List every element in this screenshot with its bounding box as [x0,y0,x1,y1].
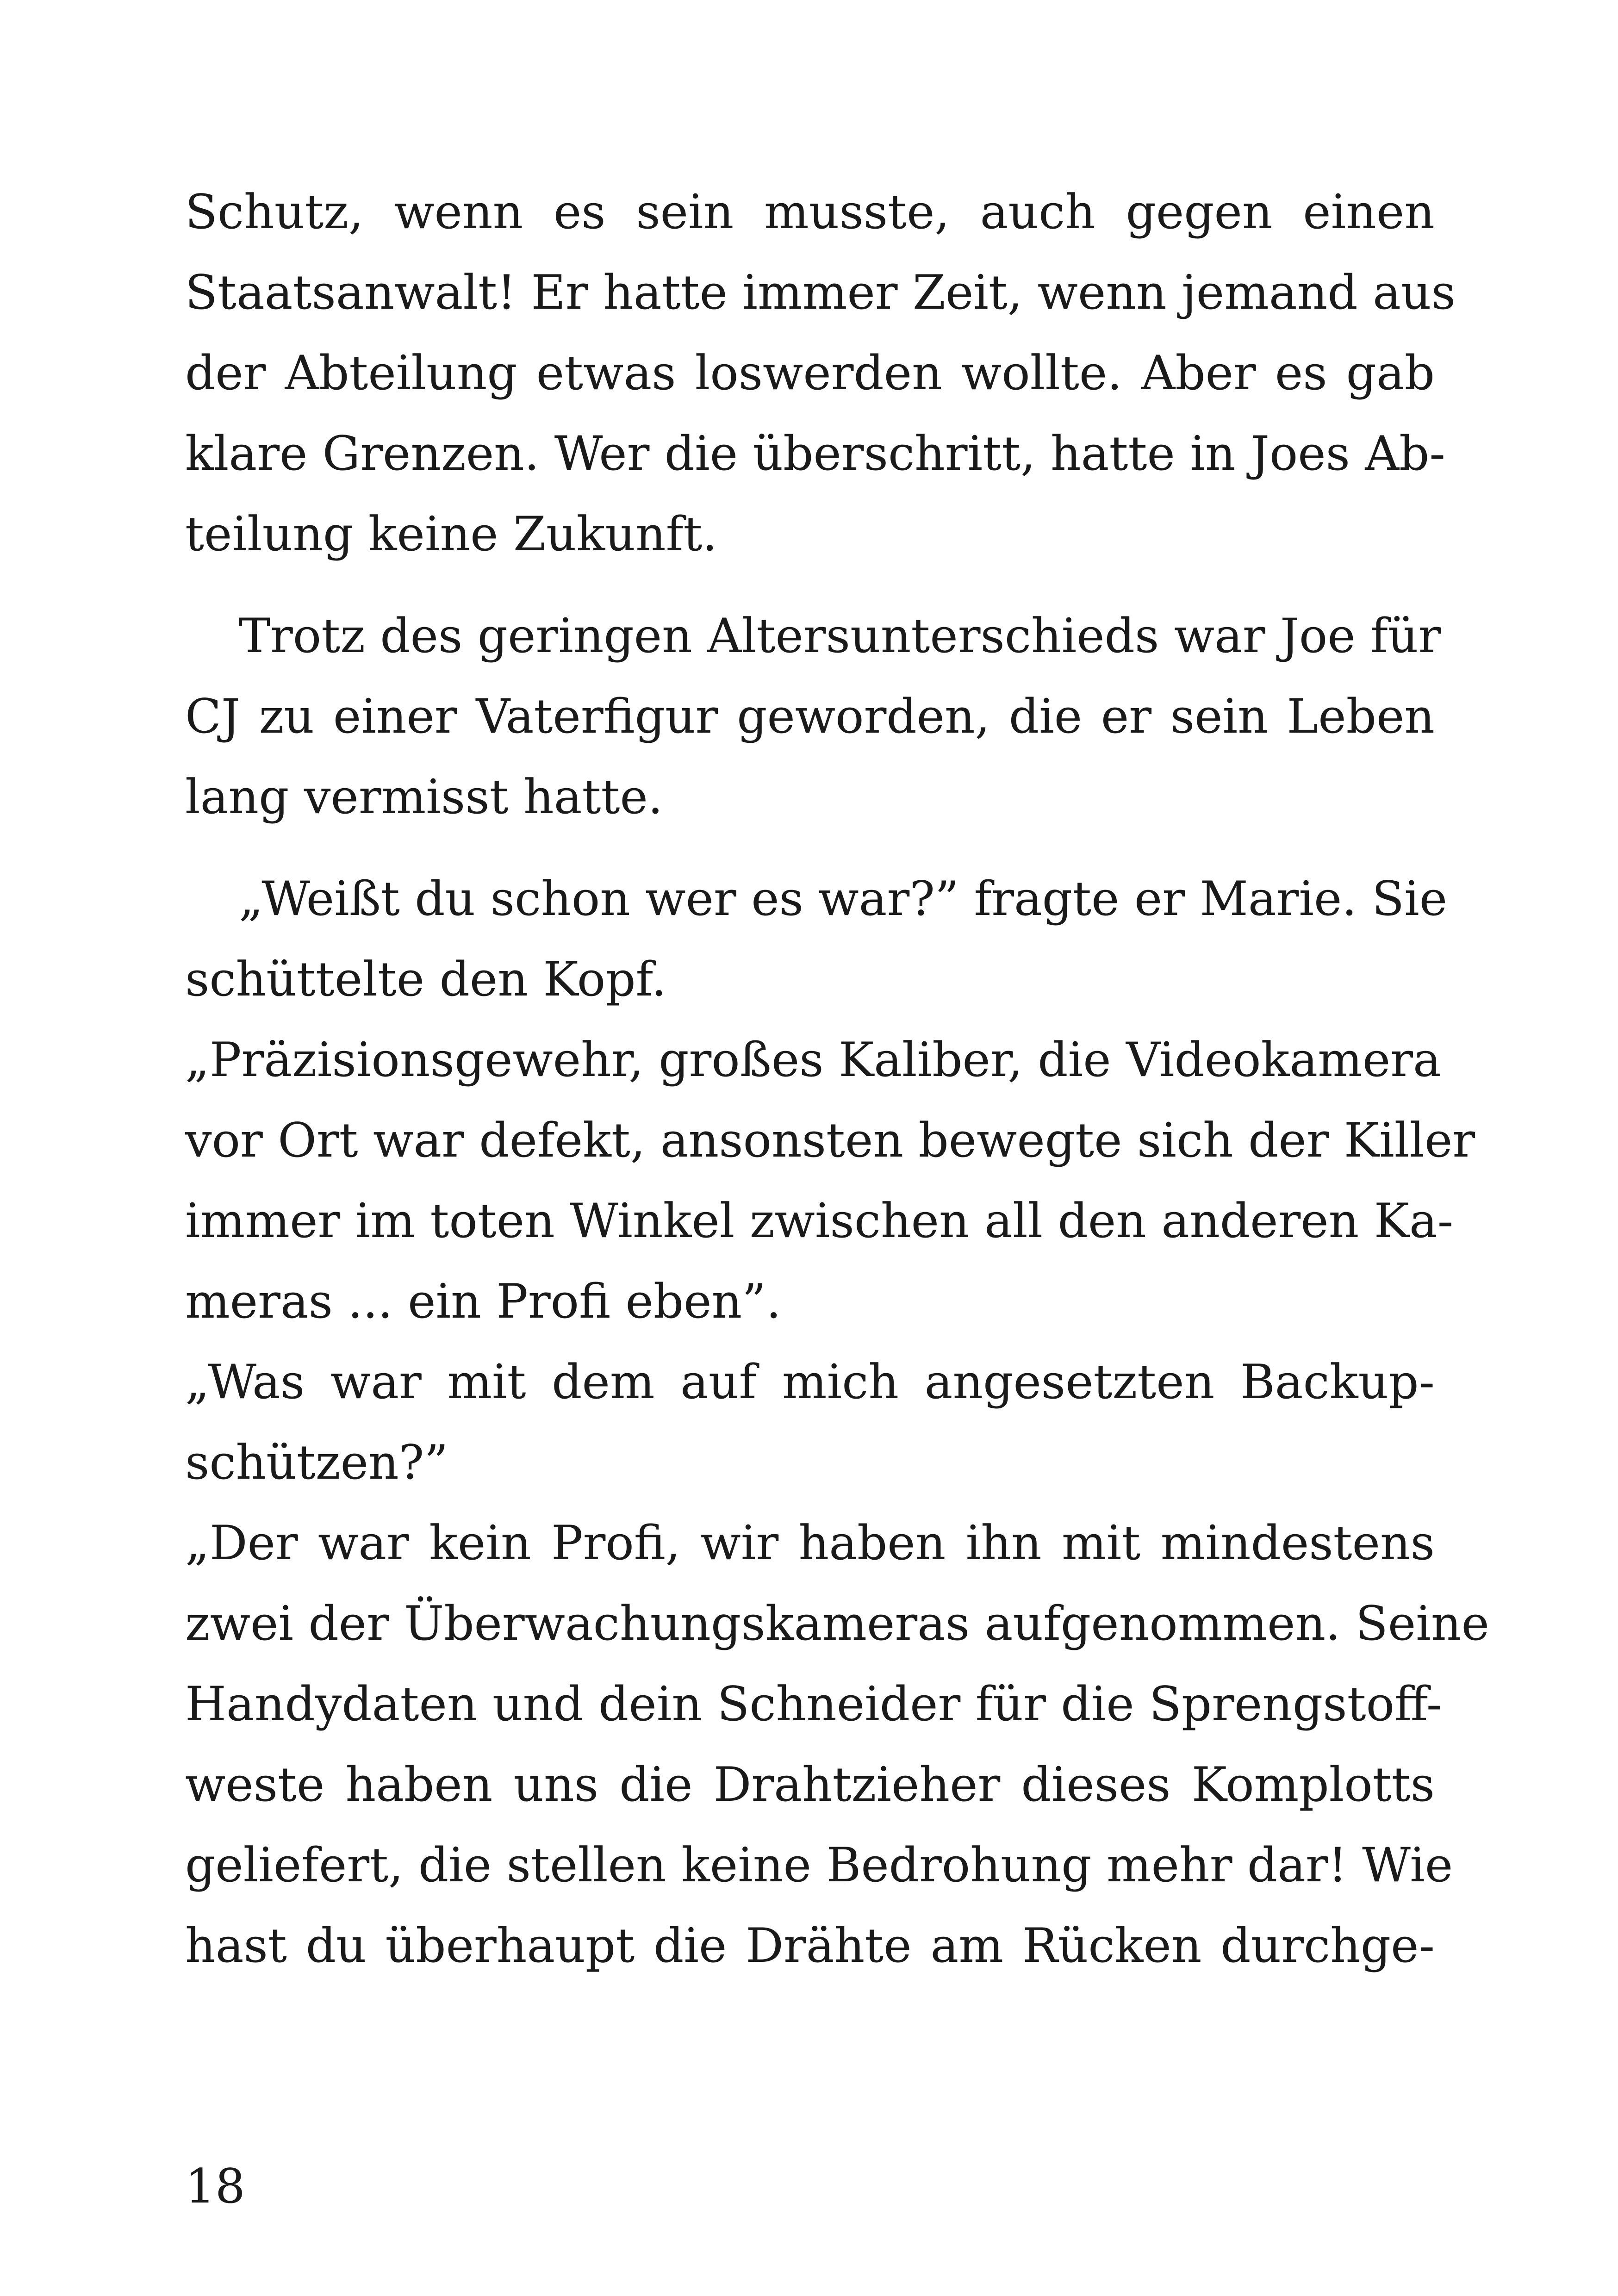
body-text [185,172,1489,1986]
text-line: der Abteilung etwas loswerden wollte. Aber es gab [185,346,1435,401]
text-line: lang vermisst hatte. [185,770,663,825]
text-line: klare Grenzen. Wer die überschritt, hatte in Joes Ab- [185,426,1445,481]
text-line: CJ zu einer Vaterfigur geworden, die er sein Leben [185,689,1435,744]
text-line: Trotz des geringen Altersunterschieds war Joe für [239,609,1441,664]
text-line: „Der war kein Profi, wir haben ihn mit mindestens [185,1516,1435,1571]
text-line: geliefert, die stellen keine Bedrohung mehr dar! Wie [185,1838,1453,1893]
text-line: vor Ort war defekt, ansonsten bewegte sich der Killer [185,1113,1475,1168]
page-number: 18 [185,2159,245,2214]
text-line: schützen?” [185,1435,448,1490]
paragraph-gap [185,575,1435,596]
text-line: zwei der Überwachungskameras aufgenommen. Seine [185,1596,1489,1651]
text-line: Schutz, wenn es sein musste, auch gegen einen [185,185,1435,240]
text-line: schüttelte den Kopf. [185,952,667,1007]
text-line: hast du überhaupt die Drähte am Rücken durchge- [185,1918,1435,1973]
text-line: immer im toten Winkel zwischen all den anderen Ka- [185,1194,1454,1249]
text-line: „Präzisionsgewehr, großes Kaliber, die Videokamera [185,1033,1441,1088]
text-line: teilung keine Zukunft. [185,507,717,562]
text-line: Staatsanwalt! Er hatte immer Zeit, wenn jemand aus [185,265,1456,320]
text-line: meras ... ein Profi eben”. [185,1274,781,1329]
text-line: „Weißt du schon wer es war?” fragte er Marie. Sie [239,871,1448,927]
paragraph-gap [185,838,1435,859]
text-line: „Was war mit dem auf mich angesetzten Backup- [185,1355,1435,1410]
text-line: Handydaten und dein Schneider für die Sprengstoff- [185,1677,1443,1732]
text-line: weste haben uns die Drahtzieher dieses Komplotts [185,1757,1435,1812]
